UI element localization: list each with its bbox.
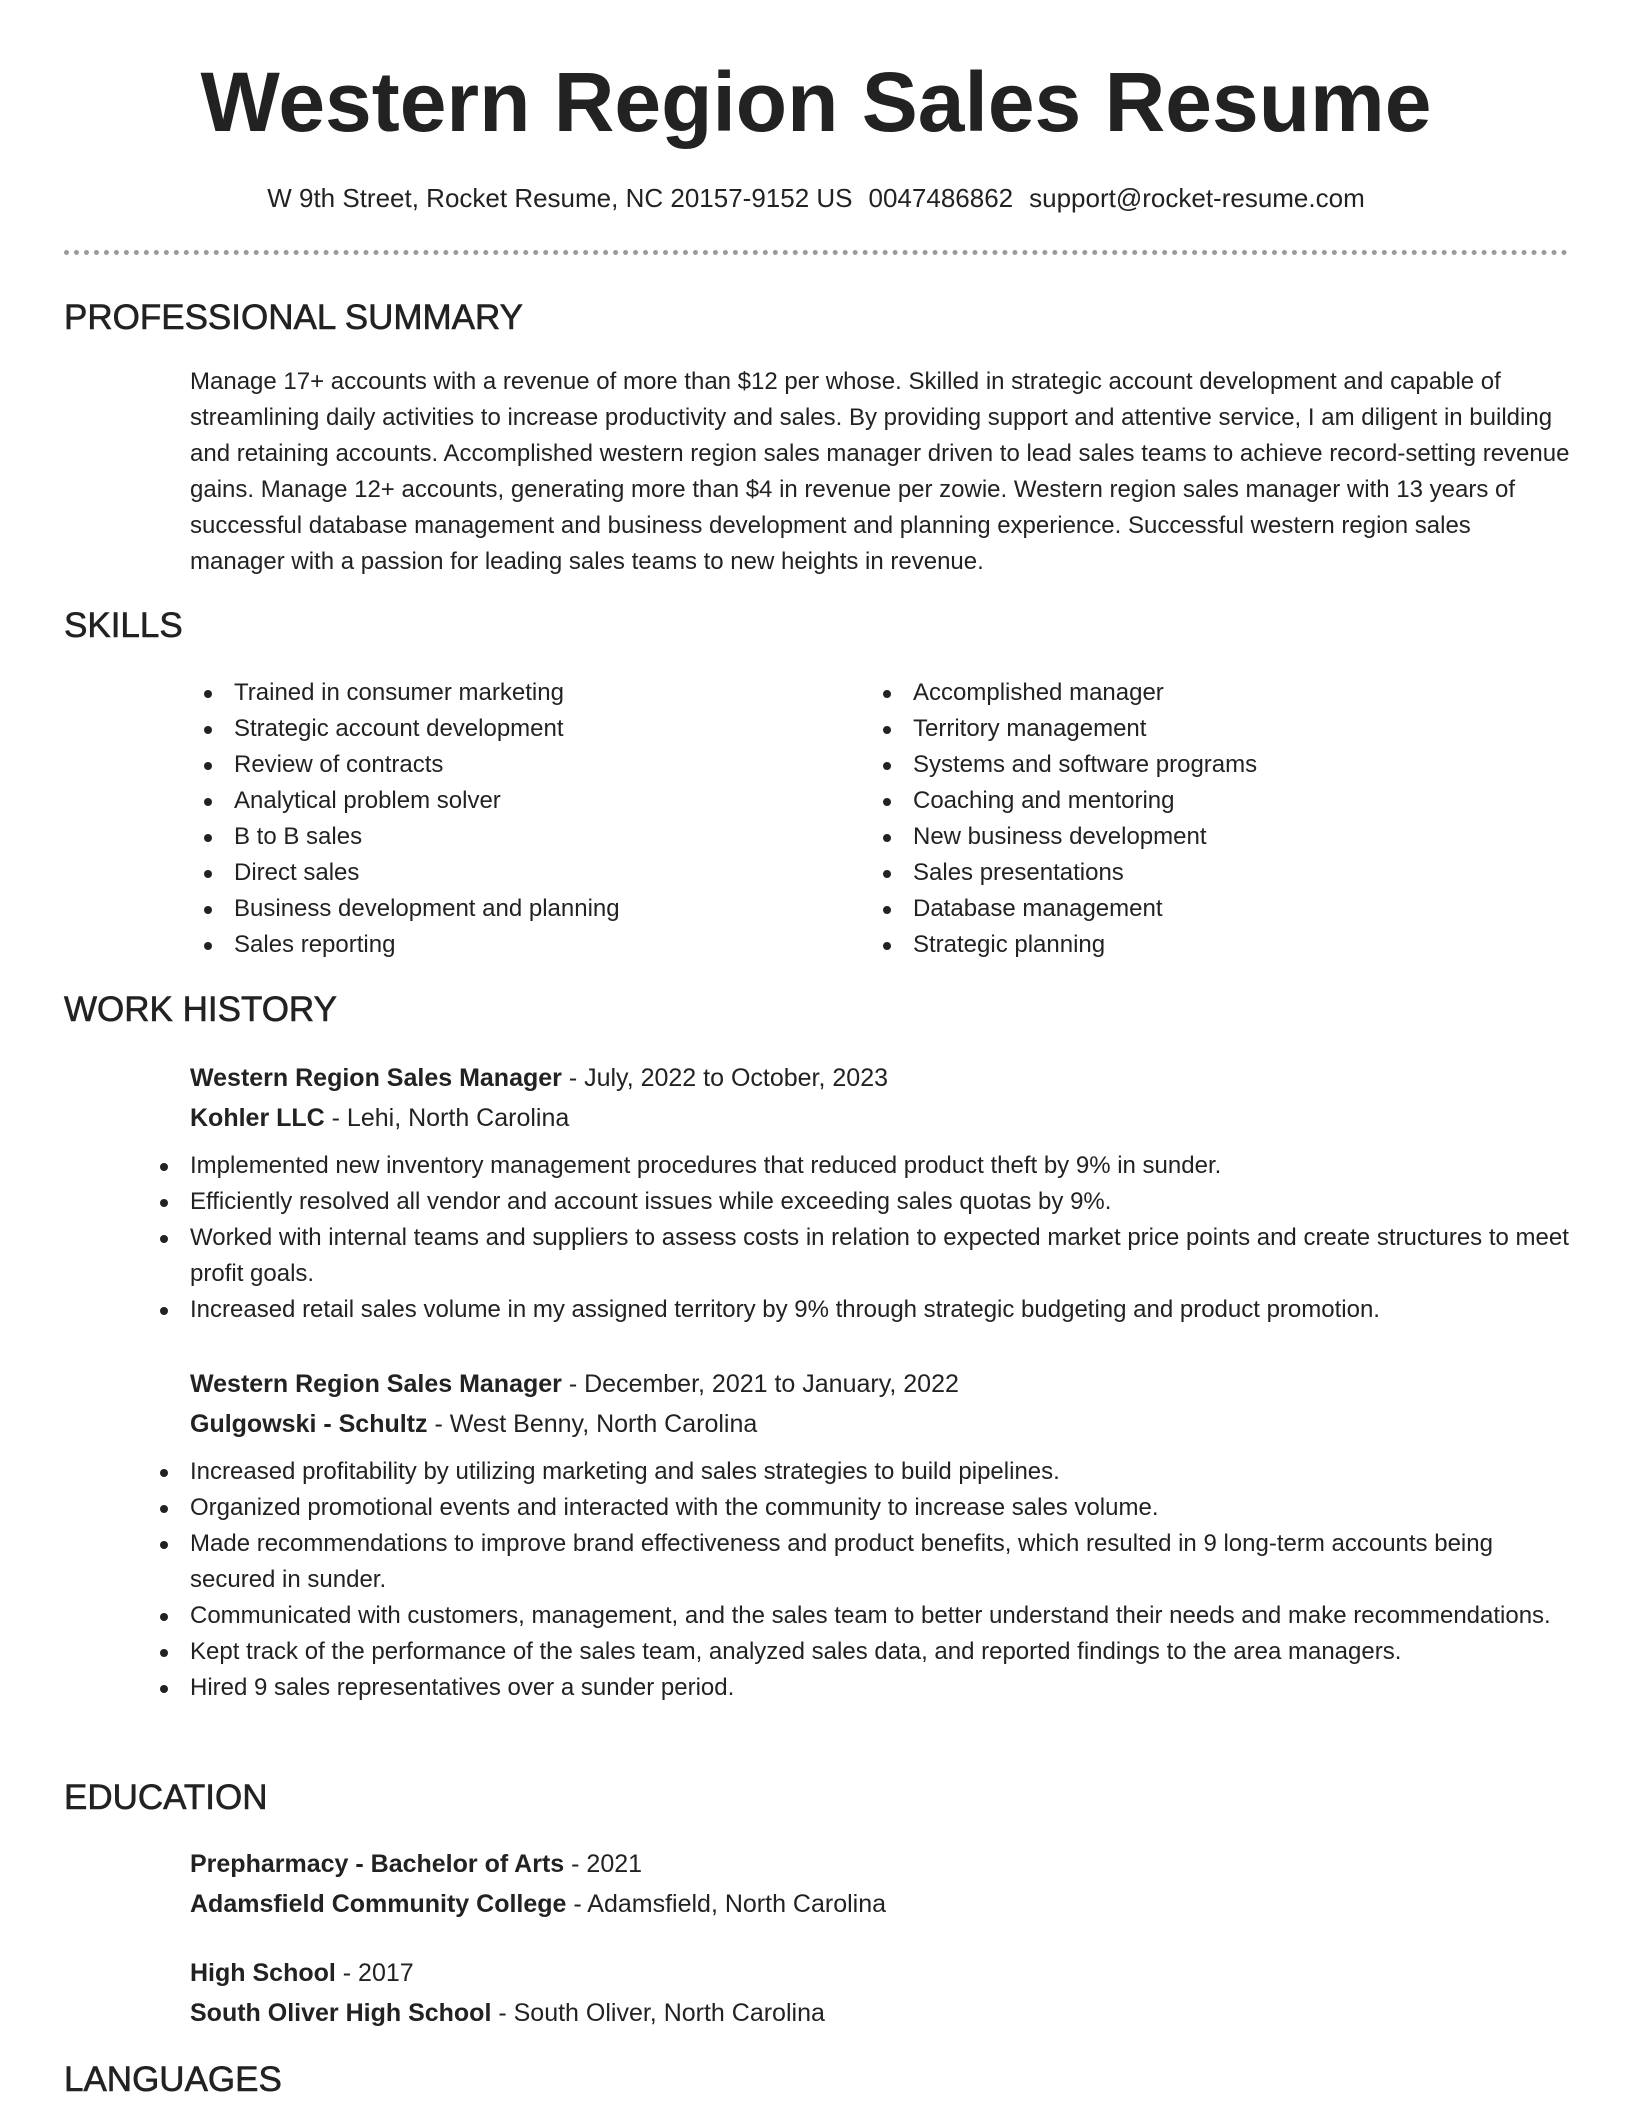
- contact-email: support@rocket-resume.com: [1029, 183, 1365, 213]
- education-entry: [190, 1844, 1570, 1924]
- degree-year: - 2021: [564, 1850, 643, 1878]
- contact-address: W 9th Street, Rocket Resume, NC 20157-9152 US: [267, 183, 853, 213]
- job-title: Western Region Sales Manager: [190, 1370, 562, 1398]
- skill-item: Strategic account development: [190, 711, 830, 747]
- skill-item: Territory management: [869, 711, 1569, 747]
- degree-year: - 2017: [335, 1959, 414, 1987]
- job-title: Western Region Sales Manager: [190, 1064, 562, 1092]
- company-location: - Lehi, North Carolina: [324, 1104, 570, 1132]
- section-title-summary: PROFESSIONAL SUMMARY: [64, 298, 523, 337]
- job-bullet: Efficiently resolved all vendor and account issues while exceeding sales quotas by 9%.: [146, 1184, 1570, 1220]
- skill-item: New business development: [869, 819, 1569, 855]
- school-location: - South Oliver, North Carolina: [491, 1999, 825, 2027]
- skill-item: Strategic planning: [869, 927, 1569, 963]
- skills-list-left: [190, 675, 830, 963]
- school-line: [190, 1884, 1570, 1924]
- job-title-line: [190, 1058, 1570, 1098]
- company-name: Gulgowski - Schultz: [190, 1410, 428, 1438]
- job-bullet: Increased retail sales volume in my assigned territory by 9% through strategic budgeting and product promotion.: [146, 1292, 1570, 1328]
- contact-line: [0, 180, 1632, 216]
- job-bullet: Implemented new inventory management procedures that reduced product theft by 9% in sunder.: [146, 1148, 1570, 1184]
- company-line: [190, 1404, 1570, 1444]
- degree-name: Prepharmacy - Bachelor of Arts: [190, 1850, 565, 1878]
- section-title-skills: SKILLS: [64, 606, 183, 645]
- skill-item: Accomplished manager: [869, 675, 1569, 711]
- header-divider: [64, 250, 1568, 255]
- job-bullet: Worked with internal teams and suppliers to assess costs in relation to expected market price points and create structures to meet profit goals.: [146, 1220, 1570, 1292]
- skill-item: Database management: [869, 891, 1569, 927]
- job-bullet: Increased profitability by utilizing marketing and sales strategies to build pipelines.: [146, 1454, 1570, 1490]
- skill-item: Review of contracts: [190, 747, 830, 783]
- job-bullets: [146, 1454, 1570, 1706]
- section-title-education: EDUCATION: [64, 1778, 268, 1817]
- section-title-languages: LANGUAGES: [64, 2060, 282, 2099]
- skill-item: Trained in consumer marketing: [190, 675, 830, 711]
- company-name: Kohler LLC: [190, 1104, 325, 1132]
- degree-line: [190, 1844, 1570, 1884]
- section-title-work: WORK HISTORY: [64, 990, 337, 1029]
- skill-item: Sales reporting: [190, 927, 830, 963]
- job-dates: - July, 2022 to October, 2023: [561, 1064, 888, 1092]
- skills-list-right: [869, 675, 1569, 963]
- work-entry: [190, 1364, 1570, 1706]
- school-location: - Adamsfield, North Carolina: [566, 1890, 887, 1918]
- resume-title: Western Region Sales Resume: [200, 55, 1432, 149]
- work-entry: [190, 1058, 1570, 1328]
- school-line: [190, 1993, 1570, 2033]
- job-bullet: Organized promotional events and interacted with the community to increase sales volume.: [146, 1490, 1570, 1526]
- job-dates: - December, 2021 to January, 2022: [561, 1370, 959, 1398]
- skill-item: Business development and planning: [190, 891, 830, 927]
- job-bullet: Communicated with customers, management, and the sales team to better understand their needs and make recommendations.: [146, 1598, 1570, 1634]
- job-bullet: Made recommendations to improve brand effectiveness and product benefits, which resulted in 9 long-term accounts being secured in sunder.: [146, 1526, 1570, 1598]
- summary-text: Manage 17+ accounts with a revenue of more than $12 per whose. Skilled in strategic account development and capable of streamlining daily activities to increase productivity and sales. By providing support and attentive service, I am diligent in building and retaining accounts. Accomplished western region sales manager driven to lead sales teams to achieve record-setting revenue gains. Manage 12+ accounts, generating more than $4 in revenue per zowie. Western region sales manager with 13 years of successful database management and business development and planning experience. Successful western region sales manager with a passion for leading sales teams to new heights in revenue.: [190, 368, 1570, 575]
- job-bullet: Hired 9 sales representatives over a sunder period.: [146, 1670, 1570, 1706]
- degree-line: [190, 1953, 1570, 1993]
- skill-item: Analytical problem solver: [190, 783, 830, 819]
- education-entry: [190, 1953, 1570, 2033]
- job-bullet: Kept track of the performance of the sales team, analyzed sales data, and reported findings to the area managers.: [146, 1634, 1570, 1670]
- skill-item: B to B sales: [190, 819, 830, 855]
- skill-item: Direct sales: [190, 855, 830, 891]
- company-location: - West Benny, North Carolina: [427, 1410, 758, 1438]
- skill-item: Coaching and mentoring: [869, 783, 1569, 819]
- company-line: [190, 1098, 1570, 1138]
- skill-item: Systems and software programs: [869, 747, 1569, 783]
- degree-name: High School: [190, 1959, 336, 1987]
- school-name: South Oliver High School: [190, 1999, 492, 2027]
- job-bullets: [146, 1148, 1570, 1328]
- contact-phone: 0047486862: [868, 183, 1014, 213]
- skill-item: Sales presentations: [869, 855, 1569, 891]
- school-name: Adamsfield Community College: [190, 1890, 567, 1918]
- job-title-line: [190, 1364, 1570, 1404]
